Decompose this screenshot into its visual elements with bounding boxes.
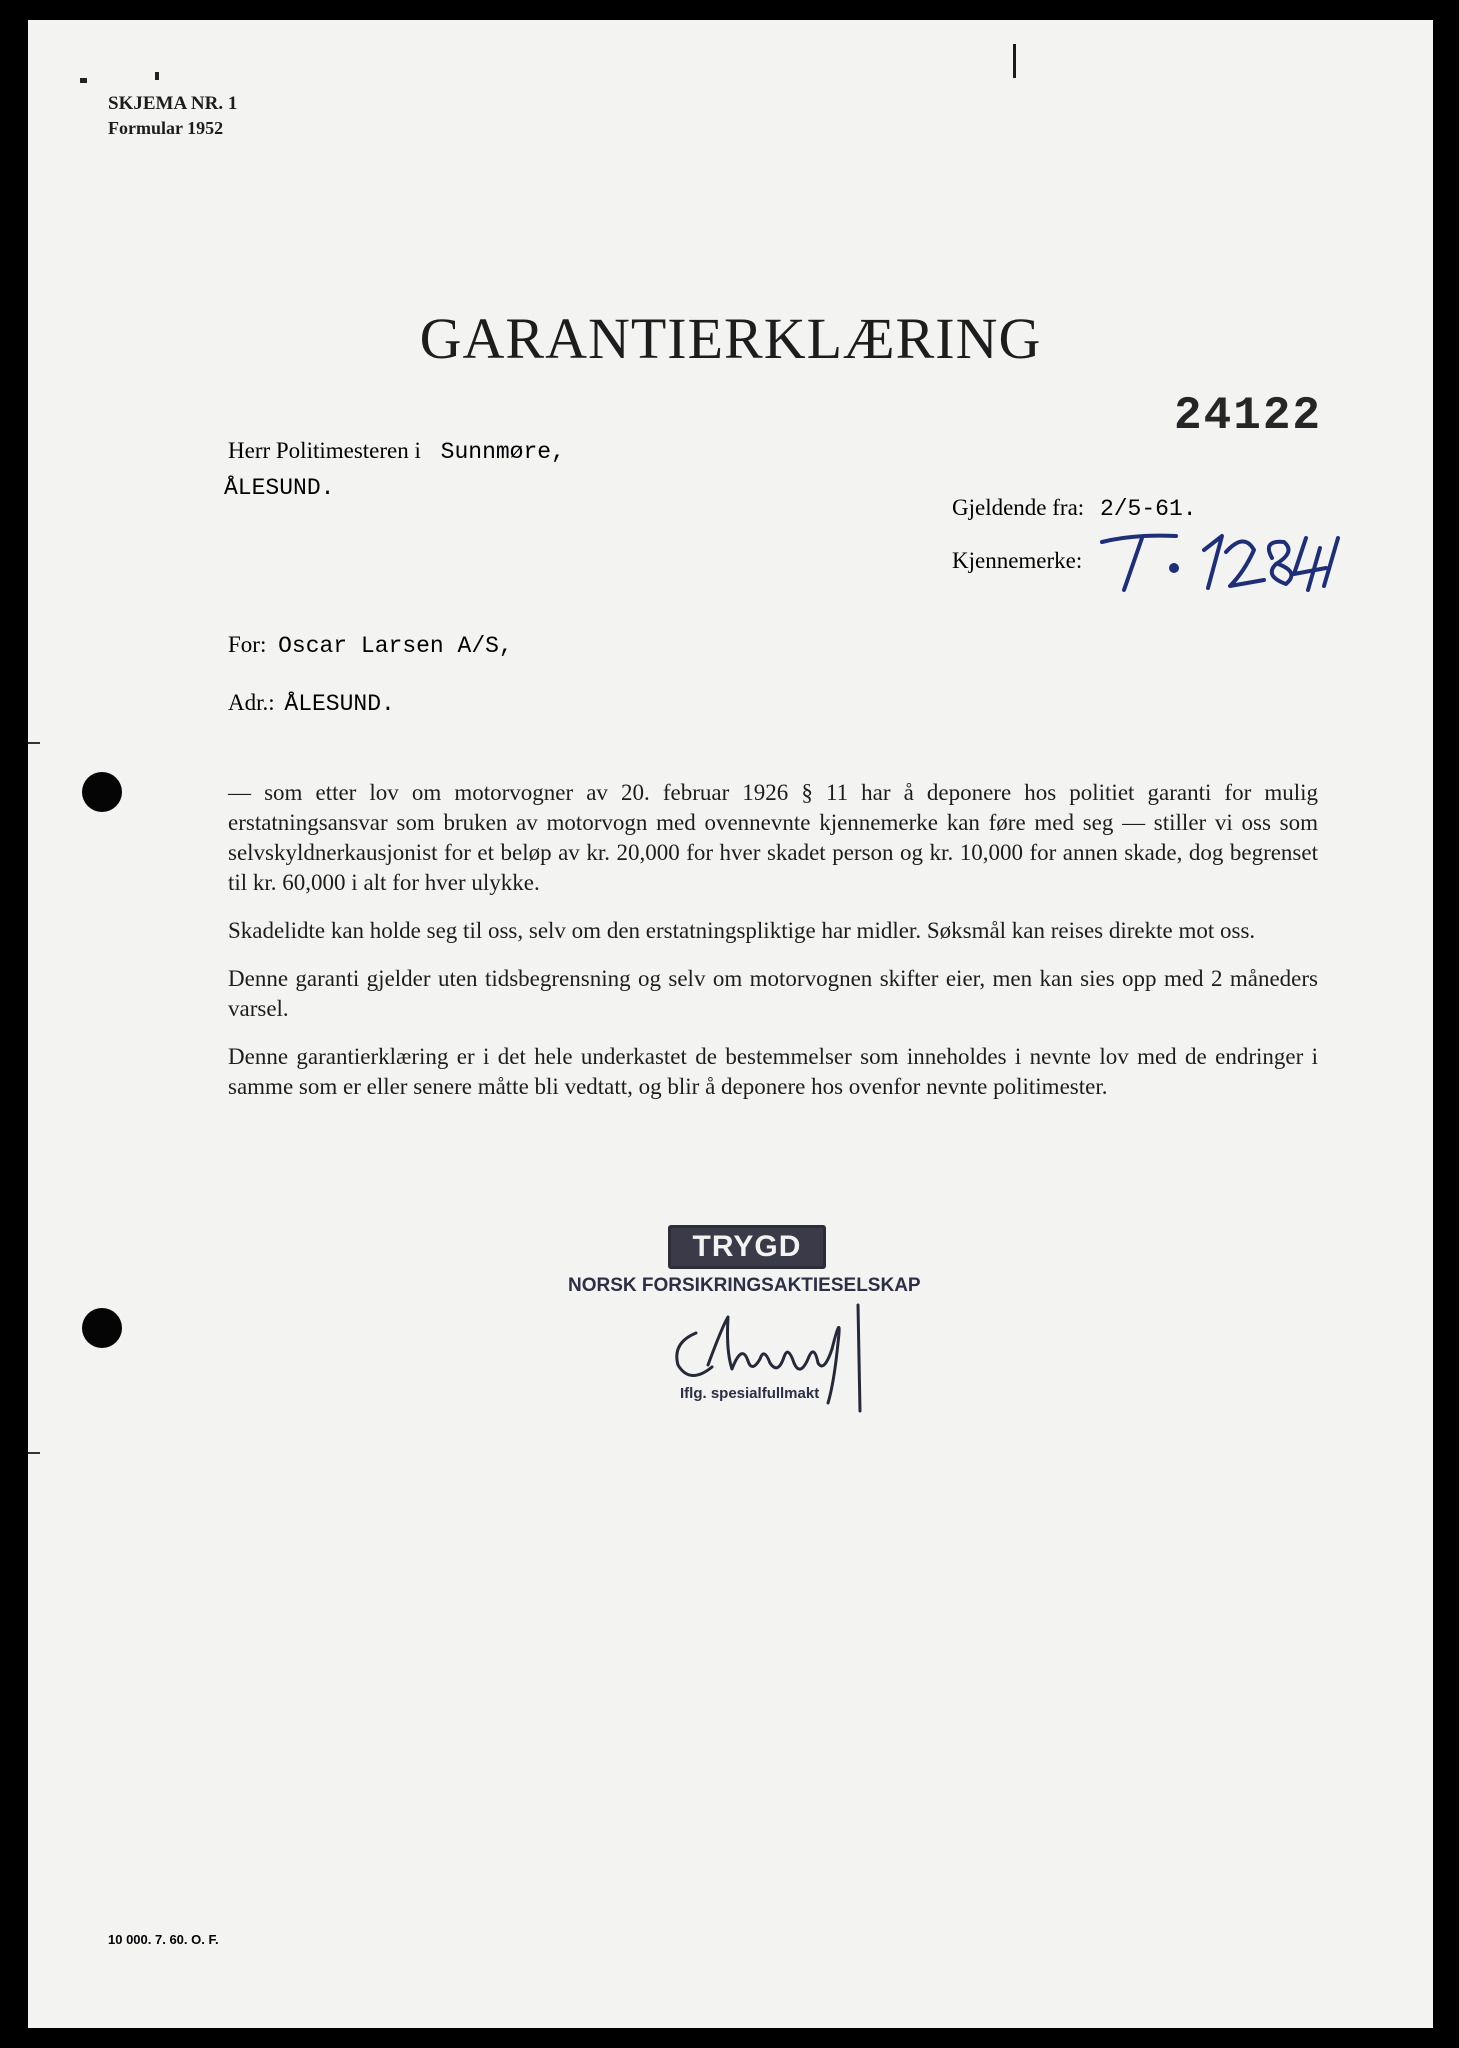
- address-label: Adr.:: [228, 690, 275, 715]
- for-line: [228, 632, 513, 659]
- recipient-district: Sunnmøre,: [440, 439, 565, 465]
- print-code: 10 000. 7. 60. O. F.: [108, 1932, 219, 1947]
- recipient-city-line: [224, 474, 334, 501]
- valid-from-line: [952, 495, 1197, 522]
- margin-tick-lower: [28, 1452, 40, 1454]
- punch-hole-upper: [82, 772, 122, 812]
- paragraph: Denne garanti gjelder uten tidsbegrensning og selv om motorvognen skifter eier, men kan sies opp med 2 måneders varsel.: [228, 966, 1318, 1021]
- document-page: [28, 20, 1433, 2028]
- margin-tick-upper: [28, 742, 40, 744]
- form-year: Formular 1952: [108, 118, 224, 138]
- form-identifier: [108, 92, 237, 140]
- top-vertical-rule: [1013, 44, 1016, 78]
- for-label: For:: [228, 632, 267, 657]
- punch-hole-lower: [82, 1308, 122, 1348]
- corner-mark-dot: [80, 78, 87, 83]
- paragraph: Skadelidte kan holde seg til oss, selv om den erstatningspliktige har midler. Søksmål kan reises direkte mot oss.: [228, 918, 1256, 943]
- stamp-company-name: NORSK FORSIKRINGSAKTIESELSKAP: [568, 1275, 921, 1296]
- stamp-authority: Iflg. spesialfullmakt: [680, 1385, 820, 1402]
- guarantee-text: [228, 778, 1318, 1120]
- trygd-logo: TRYGD: [668, 1225, 826, 1269]
- address-line: [228, 690, 395, 717]
- paragraph: Denne garantierklæring er i det hele underkastet de bestemmelser som inneholdes i nevnte lov med de endringer i samme som er eller senere måtte bli vedtatt, og blir å deponere hos ovenfor nevnte politimester.: [228, 1044, 1318, 1099]
- document-number: 24122: [1174, 390, 1323, 442]
- recipient-line: [228, 438, 565, 465]
- recipient-city: ÅLESUND.: [224, 475, 335, 501]
- company-stamp: [568, 1225, 948, 1425]
- registration-label: Kjennemerke:: [952, 548, 1083, 573]
- recipient-label: Herr Politimesteren i: [228, 438, 421, 463]
- form-schema-number: SKJEMA NR. 1: [108, 93, 238, 114]
- address-value: ÅLESUND.: [284, 691, 395, 717]
- registration-line: [952, 548, 1082, 574]
- valid-from-value: 2/5-61.: [1099, 496, 1197, 522]
- paragraph: — som etter lov om motorvogner av 20. februar 1926 § 11 har å deponere hos politiet garanti for mulig erstatningsansvar som bruken av motorvogn med ovennevnte kjennemerke kan føre med seg — stiller vi oss som selvskyldnerkausjonist for et beløp av kr. 20,000 for hver skadet person og kr. 10,000 for annen skade, dog begrenset til kr. 60,000 i alt for hver ulykke.: [228, 780, 1318, 895]
- valid-from-label: Gjeldende fra:: [952, 495, 1085, 520]
- corner-mark-tick: [155, 72, 159, 80]
- registration-handwritten-value: [1094, 528, 1354, 598]
- for-value: Oscar Larsen A/S,: [278, 633, 513, 659]
- document-title: GARANTIERKLÆRING: [419, 306, 1042, 371]
